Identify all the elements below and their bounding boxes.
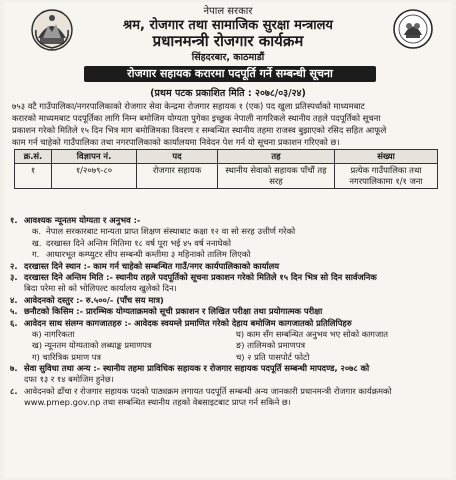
section-application-place: २. दरखास्त दिने स्थान :- काम गर्न चाहेको सम्बन्धित गाउँ/नगर कार्यपालिकाको कार्यालय <box>10 260 280 271</box>
qualification-item: ख. दरखास्त दिने अन्तिम मितिमा १८ वर्ष पूरा भई ४५ वर्ष ननाघेको <box>32 237 232 248</box>
section-documents: ६. आवेदन साथ संलग्न कागजातहरु :- आवेदक स्वयम्ले प्रमाणित गरेको देहाय बमोजिम कागजातको प्रतिलिपिहरु <box>10 317 352 328</box>
govt-title: नेपाल सरकार <box>203 6 253 17</box>
table-header-row <box>15 150 438 164</box>
section-qualification: १. आवश्यक न्यूनतम योग्यता र अनुभव :- <box>10 215 141 225</box>
program-title: प्रधानमन्त्री रोजगार कार्यक्रम <box>152 32 304 50</box>
col-header-post: पद <box>137 150 218 164</box>
section-deadline-cont: बिदा परेमा सो को भोलिपल्ट कार्यालय खुलेको दिन। <box>24 283 177 294</box>
document-item-row: क) नागरिकता घ) काम सँग सम्बन्धित अनुभव भए सोको कागजात <box>32 328 389 339</box>
published-date: (प्रथम पटक प्रकाशित मिति : २०७८/०३/२४) <box>150 88 306 99</box>
notice-banner: रोजगार सहायक करारमा पदपूर्ति गर्ने सम्बन्धी सूचना <box>84 66 376 82</box>
section-benefits-cont: दफा १३ र १४ बमोजिम हुनेछ। <box>24 374 114 385</box>
col-header-level: तह <box>218 150 335 164</box>
intro-line: ७५३ वटै गाउँपालिका/नगरपालिकाको रोजगार सेवा केन्द्रमा रोजगार सहायक १ (एक) पद खुला प्रतिस्पर्धाको माध्यमबाट <box>12 101 365 111</box>
qualification-item: क. नेपाल सरकारबाट मान्यता प्राप्त शिक्षण संस्थाबाट कक्षा १२ वा सो सरह उत्तीर्ण गरेको <box>32 226 296 237</box>
col-header-count: संख्या <box>335 150 438 164</box>
ministry-title: श्रम, रोजगार तथा सामाजिक सुरक्षा मन्त्रालय <box>123 18 333 33</box>
cell-ad-no: १/२०७९-८० <box>52 164 137 189</box>
table-row <box>15 164 438 189</box>
section-benefits: ७. सेवा सुविधा तथा अन्य :- स्थानीय तहमा प्राविधिक सहायक र रोजगार सहायक पदपूर्ति सम्बन्धी मापदण्ड, २०७८ को <box>10 363 370 374</box>
section-more-info-cont: www.pmep.gov.np तथा सम्बन्धित स्थानीय तहको वेबसाइटबाट प्राप्त गर्न सकिने छ। <box>24 397 291 408</box>
notice-page <box>4 2 452 478</box>
col-header-ad-no: विज्ञापन नं. <box>52 150 137 164</box>
section-selection: ५. छनौटको किसिम :- प्रारम्भिक योग्यताक्रमको सूची प्रकाशन र लिखित परीक्षा तथा प्रयोगात्मक परीक्षा <box>10 306 323 317</box>
document-item-row: ग) चारित्रिक प्रमाण पत्र च) २ प्रति पासपोर्ट फोटो <box>32 351 310 362</box>
vacancy-table <box>14 149 438 189</box>
document-item-row: ख) न्यूनतम योग्यताको लब्धाङ्क प्रमाणपत्र ङ) तालिमको प्रमाणपत्र <box>32 340 306 351</box>
cell-post: रोजगार सहायक <box>137 164 218 189</box>
cell-level: स्थानीय सेवाको सहायक पाँचौं तह सरह <box>218 164 335 189</box>
notice-sections <box>10 215 450 409</box>
intro-line: काम गर्न चाहेको गाउँपालिका तथा नगरपालिकाको कार्यालयमा निवेदन पेश गर्न यो सूचना प्रकाशन गरिएको छ। <box>12 137 340 147</box>
section-fee: ४. आवेदनको दस्तुर :- रु.५००/- (पाँच सय मात्र) <box>10 294 164 305</box>
intro-paragraph <box>12 100 448 148</box>
section-more-info: ८. आवेदनको ढाँचा र रोजगार सहायक पदको पाठ्यक्रम लगायत पदपूर्ति सम्बन्धी अन्य जानकारी प्रधानमन्त्री रोजगार कार्यक्रमको <box>10 385 392 396</box>
cell-count: प्रत्येक गाउँपालिका तथा नगरपालिकामा १/१ जना <box>335 164 438 189</box>
cell-sn: १ <box>15 164 52 189</box>
qualification-item: ग. आधारभूत कम्प्युटर सीप सम्बन्धी कम्तीमा ३ महिनाको तालिम लिएको <box>32 249 251 260</box>
col-header-sn: क्र.सं. <box>15 150 52 164</box>
intro-line: प्रकाशन गरेको मितिले १५ दिन भित्र माग बमोजिमका विवरण र सम्बन्धित स्थानीय तहमा राजस्व बुझाएको रसिद सहित आफूले <box>12 125 387 135</box>
address-line: सिंहदरबार, काठमाडौं <box>191 52 265 63</box>
intro-line: करारको माध्यमबाट पदपूर्तिका लागि निम्न बमोजिम योग्यता पुगेका इच्छुक नेपाली नागरिकले स्थानीय तहले पदपूर्तिको सूचना <box>12 113 381 123</box>
section-deadline: ३. दरखास्त दिने अन्तिम मिति :- स्थानीय तहले पदपूर्तिको सूचना प्रकाशन गरेको मितिले १५ दिन भित्र सो दिन सार्वजनिक <box>10 271 377 282</box>
